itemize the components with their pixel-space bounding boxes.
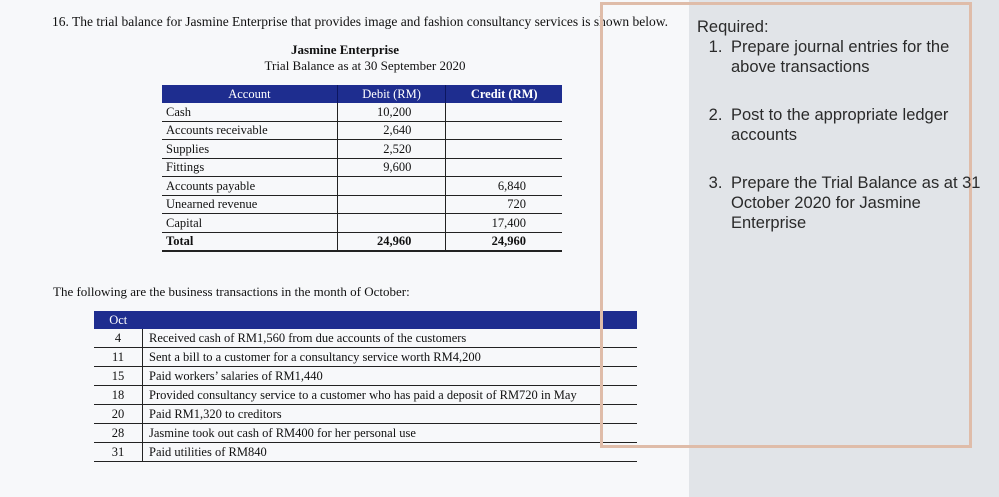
company-name: Jasmine Enterprise	[291, 42, 399, 57]
account-cell: Accounts receivable	[162, 121, 337, 140]
account-cell: Fittings	[162, 158, 337, 177]
credit-cell: 6,840	[446, 177, 562, 196]
total-debit: 24,960	[337, 232, 446, 251]
transaction-day: 18	[94, 386, 143, 405]
header-month: Oct	[94, 311, 143, 329]
total-credit: 24,960	[446, 232, 562, 251]
required-item: 2. Post to the appropriate ledger accounts	[727, 105, 997, 145]
debit-cell	[337, 195, 446, 214]
total-row	[162, 232, 562, 251]
account-cell: Capital	[162, 214, 337, 233]
credit-cell	[446, 103, 562, 121]
transaction-day: 28	[94, 424, 143, 443]
debit-cell: 10,200	[337, 103, 446, 121]
account-cell: Cash	[162, 103, 337, 121]
table-row	[162, 121, 562, 140]
transaction-row	[94, 329, 637, 348]
transaction-desc: Provided consultancy service to a customer who has paid a deposit of RM720 in May	[143, 386, 638, 405]
debit-cell: 2,520	[337, 140, 446, 159]
table-row	[162, 214, 562, 233]
account-cell: Unearned revenue	[162, 195, 337, 214]
transaction-desc: Jasmine took out cash of RM400 for her personal use	[143, 424, 638, 443]
debit-cell	[337, 214, 446, 233]
transactions-table	[94, 311, 637, 462]
header-account: Account	[162, 85, 337, 103]
credit-cell: 720	[446, 195, 562, 214]
transaction-row	[94, 443, 637, 462]
debit-cell	[337, 177, 446, 196]
header-description	[143, 311, 638, 329]
required-item: 1. Prepare journal entries for the above transactions	[727, 37, 997, 77]
credit-cell	[446, 158, 562, 177]
transaction-desc: Paid workers’ salaries of RM1,440	[143, 367, 638, 386]
transaction-desc: Paid RM1,320 to creditors	[143, 405, 638, 424]
table-row	[162, 140, 562, 159]
trial-balance-table	[162, 85, 562, 252]
account-cell: Supplies	[162, 140, 337, 159]
transaction-row	[94, 424, 637, 443]
transaction-day: 11	[94, 348, 143, 367]
header-debit: Debit (RM)	[337, 85, 446, 103]
credit-cell	[446, 140, 562, 159]
transaction-day: 4	[94, 329, 143, 348]
credit-cell	[446, 121, 562, 140]
required-list	[697, 37, 997, 233]
table-row	[162, 158, 562, 177]
transaction-desc: Sent a bill to a customer for a consultancy service worth RM4,200	[143, 348, 638, 367]
transaction-desc: Paid utilities of RM840	[143, 443, 638, 462]
required-heading: Required:	[697, 18, 769, 36]
question-text: 16. The trial balance for Jasmine Enterprise that provides image and fashion consultancy services is shown below.	[52, 14, 668, 29]
transactions-intro: The following are the business transactions in the month of October:	[53, 284, 410, 299]
table-row	[162, 177, 562, 196]
total-label: Total	[162, 232, 337, 251]
transaction-day: 20	[94, 405, 143, 424]
transaction-day: 31	[94, 443, 143, 462]
transaction-row	[94, 405, 637, 424]
transaction-day: 15	[94, 367, 143, 386]
header-credit: Credit (RM)	[446, 85, 562, 103]
credit-cell: 17,400	[446, 214, 562, 233]
transaction-row	[94, 386, 637, 405]
required-section	[697, 17, 997, 261]
required-item: 3. Prepare the Trial Balance as at 31 October 2020 for Jasmine Enterprise	[727, 173, 997, 233]
trial-balance-subtitle: Trial Balance as at 30 September 2020	[264, 58, 466, 73]
account-cell: Accounts payable	[162, 177, 337, 196]
table-row	[162, 195, 562, 214]
transaction-row	[94, 367, 637, 386]
transaction-desc: Received cash of RM1,560 from due accounts of the customers	[143, 329, 638, 348]
debit-cell: 2,640	[337, 121, 446, 140]
table-row	[162, 103, 562, 121]
debit-cell: 9,600	[337, 158, 446, 177]
transaction-row	[94, 348, 637, 367]
